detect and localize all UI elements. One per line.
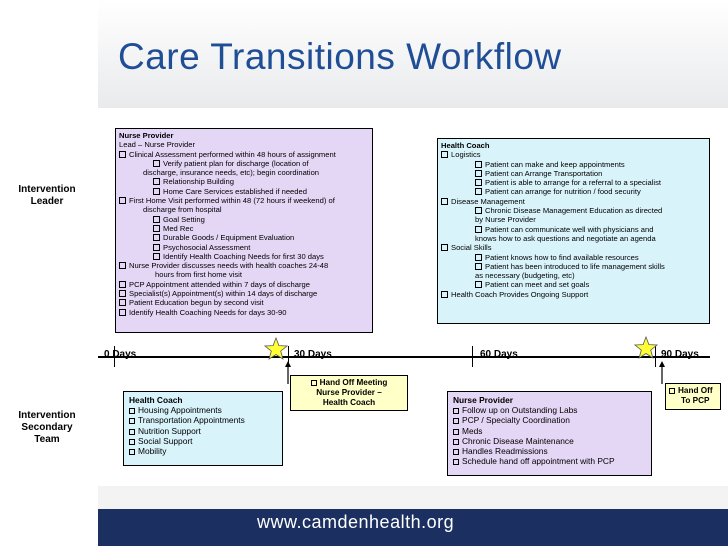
hand-off-line: Health Coach [322, 398, 376, 407]
list-item [119, 298, 369, 307]
item-text: Patient can communicate well with physicians and [485, 224, 654, 234]
box-heading: Health Coach [129, 395, 183, 405]
checkbox-icon [475, 226, 482, 233]
checkbox-icon [475, 254, 482, 261]
timeline-axis [98, 356, 710, 358]
checkbox-icon [475, 207, 482, 214]
checkbox-icon [475, 188, 482, 195]
checkbox-icon [119, 290, 126, 297]
intervention-secondary-label [6, 410, 88, 446]
item-text: Mobility [138, 446, 167, 457]
checkbox-icon [119, 299, 126, 306]
list-item [453, 446, 646, 456]
list-item [441, 262, 706, 271]
item-text: Med Rec [163, 223, 194, 233]
item-text: Patient is able to arrange for a referral to a specialist [485, 178, 662, 188]
list-item [441, 206, 706, 215]
hand-off-pcp-box [665, 383, 721, 410]
checkbox-icon [441, 151, 448, 158]
list-item [119, 308, 369, 317]
list-item [119, 280, 369, 289]
list-item [441, 187, 706, 196]
list-item [119, 224, 369, 233]
item-text: Clinical Assessment performed within 48 hours of assignment [129, 149, 336, 159]
item-text: Housing Appointments [138, 405, 222, 416]
checkbox-icon [669, 388, 675, 394]
hand-off-line: Nurse Provider – [316, 388, 382, 397]
checkbox-icon [153, 244, 160, 251]
list-item [453, 415, 646, 425]
list-item [129, 446, 277, 456]
list-item [119, 196, 369, 205]
checkbox-icon [311, 380, 317, 386]
list-item [119, 150, 369, 159]
list-item-cont: by Nurse Provider [475, 215, 536, 225]
checkbox-icon [153, 178, 160, 185]
item-text: Patient Education begun by second visit [129, 298, 264, 308]
item-text: Follow up on Outstanding Labs [462, 405, 578, 416]
secondary-label-line: Intervention [18, 410, 76, 421]
list-item [119, 177, 369, 186]
item-text: Durable Goods / Equipment Evaluation [163, 233, 295, 243]
list-item [441, 290, 706, 299]
hand-off-line [294, 378, 404, 388]
item-text: Verify patient plan for discharge (location of [163, 158, 309, 168]
hand-off-line: To PCP [681, 396, 710, 405]
checkbox-icon [153, 216, 160, 223]
secondary-label-line: Team [34, 434, 60, 445]
checkbox-icon [119, 262, 126, 269]
footer-left-blank [0, 509, 98, 546]
leader-label-line: Leader [30, 196, 64, 207]
checkbox-icon [453, 418, 459, 424]
timeline-label-90-days: 90 Days [661, 349, 699, 360]
list-item [119, 187, 369, 196]
box-heading: Nurse Provider [119, 131, 174, 140]
item-text: Health Coach Provides Ongoing Support [451, 289, 589, 299]
timeline-label-0-days: 0 Days [104, 349, 137, 360]
list-item-cont: as necessary (budgeting, etc) [475, 271, 575, 281]
list-item [441, 160, 706, 169]
checkbox-icon [475, 263, 482, 270]
item-text: Identify Health Coaching Needs for days 30-90 [129, 307, 287, 317]
page-title: Care Transitions Workflow [118, 36, 562, 77]
item-text: Patient can arrange for nutrition / food security [485, 187, 641, 197]
checkbox-icon [153, 253, 160, 260]
item-text: Social Support [138, 435, 193, 446]
list-item [441, 225, 706, 234]
checkbox-icon [119, 309, 126, 316]
item-text: Disease Management [451, 196, 525, 206]
item-text: Specialist(s) Appointment(s) within 14 days of discharge [129, 289, 318, 299]
item-text: Home Care Services established if needed [163, 186, 307, 196]
checkbox-icon [119, 197, 126, 204]
timeline-label-30-days: 30 Days [294, 349, 332, 360]
list-item [119, 252, 369, 261]
list-item [441, 253, 706, 262]
list-item [129, 426, 277, 436]
box-heading: Nurse Provider [453, 395, 514, 405]
nurse-provider-secondary-box [447, 391, 652, 476]
item-text: Psychosocial Assessment [163, 242, 251, 252]
health-coach-secondary-box [123, 391, 283, 466]
bottom-shade [98, 486, 728, 509]
checkbox-icon [475, 281, 482, 288]
checkbox-icon [453, 408, 459, 414]
list-item [453, 405, 646, 415]
checkbox-icon [441, 291, 448, 298]
item-text: Nurse Provider discusses needs with health coaches 24-48 [129, 261, 329, 271]
list-item [441, 169, 706, 178]
list-item [119, 261, 369, 270]
item-text: Relationship Building [163, 177, 234, 187]
list-item [453, 426, 646, 436]
checkbox-icon [475, 179, 482, 186]
item-text: Patient has been introduced to life management skills [485, 261, 665, 271]
item-text: First Home Visit performed within 48 (72 hours if weekend) of [129, 196, 335, 206]
box-subheading: Lead – Nurse Provider [119, 140, 195, 150]
checkbox-icon [453, 439, 459, 445]
checkbox-icon [129, 429, 135, 435]
leader-label-line: Intervention [18, 184, 76, 195]
list-item [119, 215, 369, 224]
list-item [441, 280, 706, 289]
checkbox-icon [129, 408, 135, 414]
item-text: PCP Appointment attended within 7 days of discharge [129, 279, 310, 289]
checkbox-icon [153, 160, 160, 167]
hand-off-line [669, 386, 717, 396]
list-item [119, 289, 369, 298]
list-item-cont: knows how to ask questions and negotiate an agenda [475, 233, 656, 243]
nurse-provider-lead-box [115, 128, 373, 333]
item-text: Transportation Appointments [138, 415, 245, 426]
secondary-label-line: Secondary [21, 422, 73, 433]
list-item [441, 178, 706, 187]
list-item [119, 243, 369, 252]
list-item [119, 159, 369, 168]
checkbox-icon [153, 188, 160, 195]
checkbox-icon [153, 225, 160, 232]
list-item [441, 243, 706, 252]
checkbox-icon [475, 161, 482, 168]
checkbox-icon [441, 244, 448, 251]
list-item [129, 405, 277, 415]
item-text: Handles Readmissions [462, 446, 548, 457]
checkbox-icon [119, 151, 126, 158]
item-text: Hand Off [678, 386, 713, 395]
footer-url[interactable]: www.camdenhealth.org [257, 512, 455, 532]
item-text: Patient knows how to find available resources [485, 252, 639, 262]
list-item [129, 436, 277, 446]
health-coach-lead-box [437, 138, 710, 324]
list-item-cont: discharge, insurance needs, etc); begin coordination [143, 168, 320, 178]
item-text: Meds [462, 425, 483, 436]
list-item-cont: discharge from hospital [143, 205, 222, 215]
checkbox-icon [129, 439, 135, 445]
box-heading: Health Coach [441, 141, 490, 150]
checkbox-icon [153, 234, 160, 241]
item-text: Identify Health Coaching Needs for first 30 days [163, 251, 324, 261]
checkbox-icon [129, 449, 135, 455]
checkbox-icon [453, 459, 459, 465]
item-text: Chronic Disease Maintenance [462, 435, 574, 446]
checkbox-icon [119, 281, 126, 288]
item-text: PCP / Specialty Coordination [462, 415, 570, 426]
list-item [441, 150, 706, 159]
item-text: Social Skills [451, 243, 492, 253]
list-item [453, 456, 646, 466]
checkbox-icon [475, 170, 482, 177]
checkbox-icon [441, 198, 448, 205]
item-text: Patient can meet and set goals [485, 280, 590, 290]
item-text: Logistics [451, 150, 481, 160]
item-text: Chronic Disease Management Education as directed [485, 206, 663, 216]
intervention-leader-label [6, 184, 88, 208]
list-item [119, 233, 369, 242]
timeline-tick [472, 346, 473, 367]
list-item [441, 197, 706, 206]
arrow-icon [640, 356, 670, 386]
item-text: Nutrition Support [138, 425, 201, 436]
item-text: Patient can Arrange Transportation [485, 168, 603, 178]
list-item [129, 415, 277, 425]
item-text: Goal Setting [163, 214, 205, 224]
item-text: Patient can make and keep appointments [485, 159, 625, 169]
list-item [453, 436, 646, 446]
checkbox-icon [129, 418, 135, 424]
item-text: Schedule hand off appointment with PCP [462, 456, 615, 467]
checkbox-icon [453, 429, 459, 435]
checkbox-icon [453, 449, 459, 455]
list-item-cont: hours from first home visit [155, 270, 242, 280]
hand-off-meeting-box [290, 375, 408, 411]
item-text: Hand Off Meeting [319, 378, 388, 387]
timeline-label-60-days: 60 Days [480, 349, 518, 360]
